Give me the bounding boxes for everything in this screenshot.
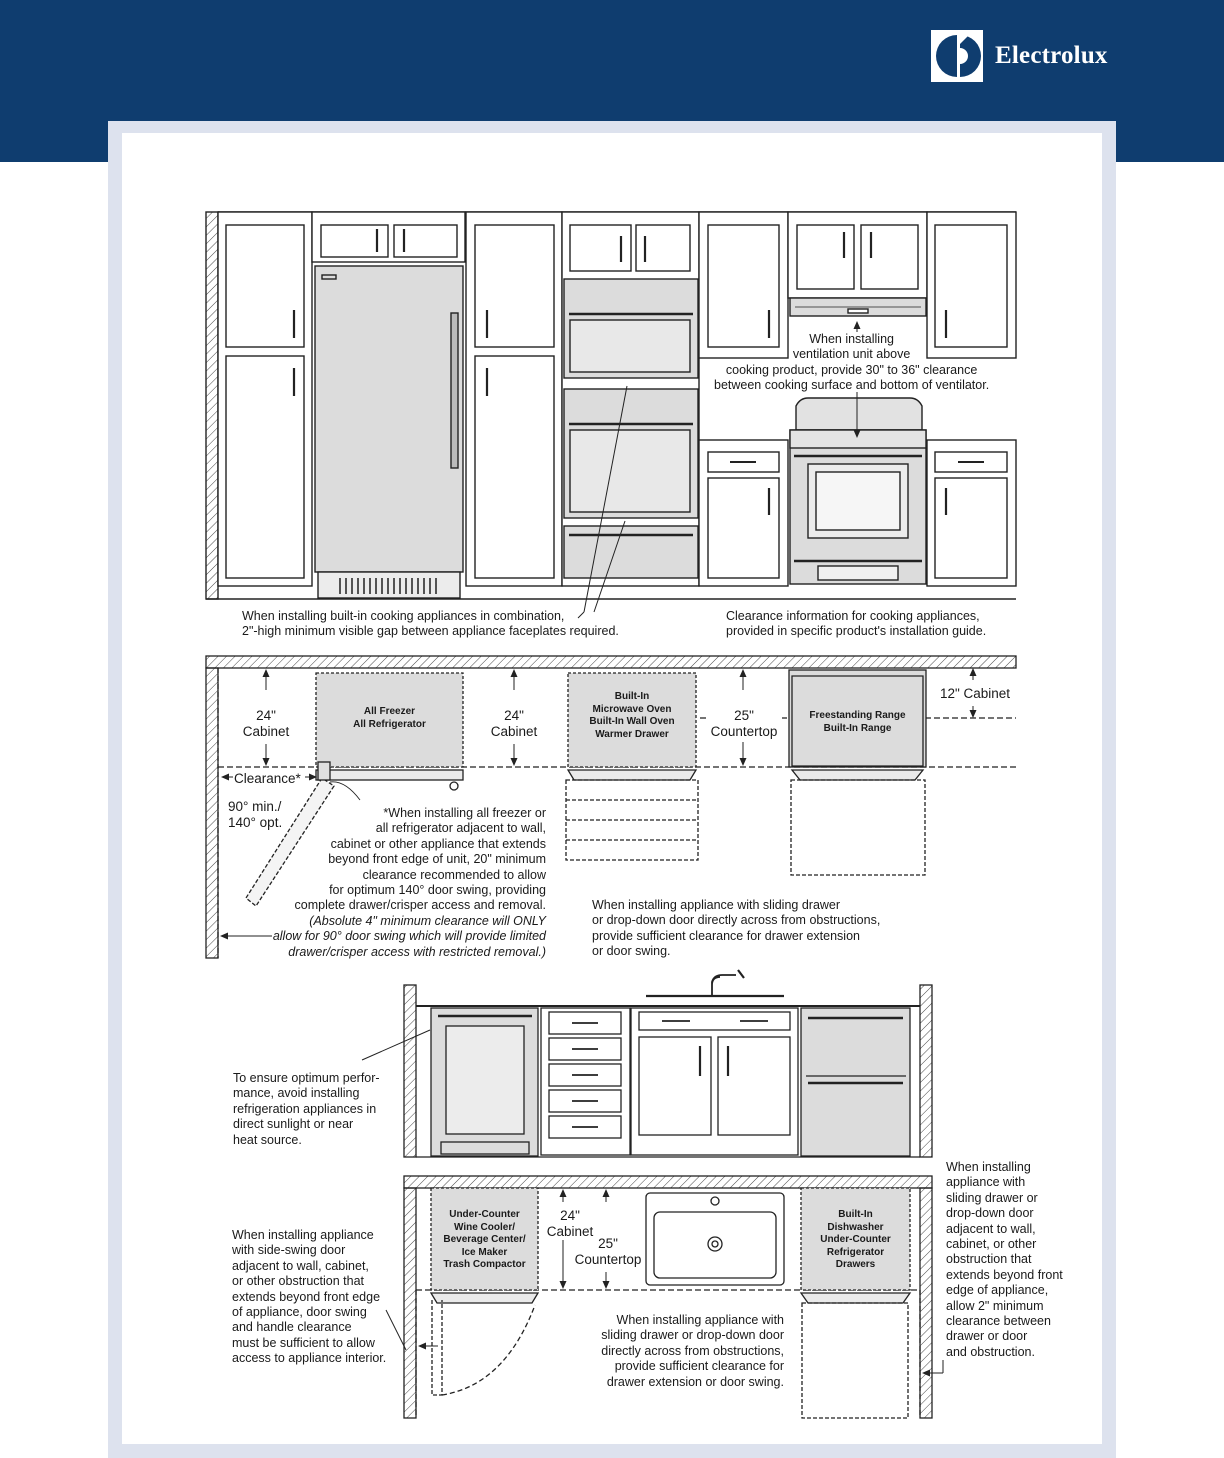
cabinet-24-left-label: 24" Cabinet — [242, 708, 290, 739]
dishwasher-box-label: Built-In Dishwasher Under-Counter Refrigerator Drawers — [820, 1209, 891, 1270]
sliding-note-top: When installing appliance with sliding drawer or drop-down door directly across from obstructions, provide sufficient clearance for drawer extension or door swing. — [592, 898, 881, 959]
clearance-label: Clearance* — [234, 771, 301, 786]
wine-box-label: Under-Counter Wine Cooler/ Beverage Center/ Ice Maker Trash Compactor — [443, 1209, 526, 1270]
countertop-25-label: 25" Countertop — [706, 708, 782, 740]
drawer-clearance-note: When installing appliance with sliding drawer or drop-down door adjacent to wall, cabinet, or other obstruction that extends beyond front edge of appliance, allow 2" minimum clearance between drawer or door and obstruction. — [946, 1160, 1063, 1359]
freezer-note-italic: (Absolute 4" minimum clearance will ONLY allow for 90° door swing which will provide limited drawer/crisper access with restricted removal.) — [272, 914, 546, 959]
cabinet-24-mid-label: 24" Cabinet — [490, 708, 538, 739]
freezer-note: *When installing all freezer or all refrigerator adjacent to wall, cabinet or other appliance that extends beyond front edge of unit, 20" minimum clearance recommended to allow for optimum 140° door swing, providing complete drawer/crisper access and removal. — [294, 806, 546, 913]
range-box-label: Freestanding Range Built-In Range — [809, 710, 906, 734]
door-angle-label: 90° min./ 140° opt. — [228, 799, 283, 830]
cabinet-24-bottom-label: 24" Cabinet — [546, 1208, 594, 1239]
clearance-info-note: Clearance information for cooking appliances, provided in specific product's installation guide. — [726, 609, 987, 639]
ventilation-note: When installing ventilation unit above cooking product, provide 30" to 36" clearance between cooking surface and bottom of ventilator. — [714, 332, 990, 393]
combination-note: When installing built-in cooking appliances in combination, 2"-high minimum visible gap between appliance faceplates required. — [242, 609, 619, 639]
side-swing-note: When installing appliance with side-swing door adjacent to wall, cabinet, or other obstruction that extends beyond front edge of appliance, door swing and handle clearance must be sufficient to allow access to appliance interior. — [232, 1228, 387, 1366]
kitchen-elevation — [206, 212, 1016, 618]
cabinet-12-label: 12" Cabinet — [939, 686, 1011, 701]
brand-name: Electrolux — [995, 42, 1108, 69]
sliding-note-bottom: When installing appliance with sliding drawer or drop-down door directly across from obstructions, provide sufficient clearance for drawer extension or door swing. — [601, 1313, 784, 1389]
freezer-box-label: All Freezer All Refrigerator — [353, 706, 426, 730]
oven-box-label: Built-In Microwave Oven Built-In Wall Oven Warmer Drawer — [589, 691, 675, 740]
sunlight-note: To ensure optimum perfor- mance, avoid installing refrigeration appliances in direct sunlight or near heat source. — [233, 1071, 380, 1147]
undercounter-elevation — [362, 970, 932, 1157]
countertop-25-bottom-label: 25" Countertop — [574, 1236, 642, 1267]
